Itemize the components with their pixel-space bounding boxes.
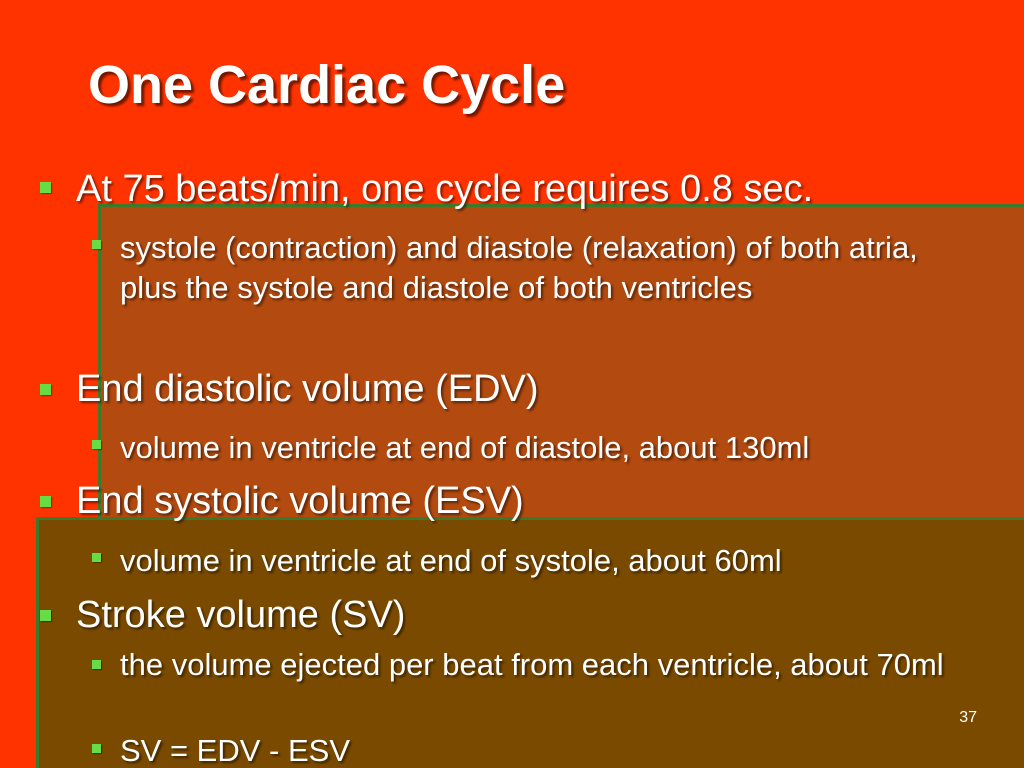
sub-bullet-item: the volume ejected per beat from each ventricle, about 70ml xyxy=(120,647,944,682)
bullet-item: End diastolic volume (EDV) xyxy=(76,368,539,410)
bullet-item: Stroke volume (SV) xyxy=(76,594,406,636)
sub-bullet-item: systole (contraction) and diastole (relaxation) of both atria, plus the systole and diastole of both ventricles xyxy=(120,230,918,305)
square-bullet-icon xyxy=(92,660,101,669)
sub-bullet-item: volume in ventricle at end of diastole, about 130ml xyxy=(120,430,810,465)
bullet-item: End systolic volume (ESV) xyxy=(76,480,524,522)
page-number: 37 xyxy=(959,709,977,726)
sub-bullet-item: SV = EDV - ESV xyxy=(120,733,351,768)
square-bullet-icon xyxy=(92,440,101,449)
square-bullet-icon xyxy=(40,496,51,507)
sub-bullet-item: volume in ventricle at end of systole, about 60ml xyxy=(120,543,782,578)
bullet-item: At 75 beats/min, one cycle requires 0.8 sec. xyxy=(76,168,814,210)
square-bullet-icon xyxy=(40,610,51,621)
slide-title: One Cardiac Cycle xyxy=(88,55,566,115)
square-bullet-icon xyxy=(92,744,101,753)
square-bullet-icon xyxy=(92,240,101,249)
square-bullet-icon xyxy=(40,384,51,395)
square-bullet-icon xyxy=(92,553,101,562)
square-bullet-icon xyxy=(40,182,51,193)
